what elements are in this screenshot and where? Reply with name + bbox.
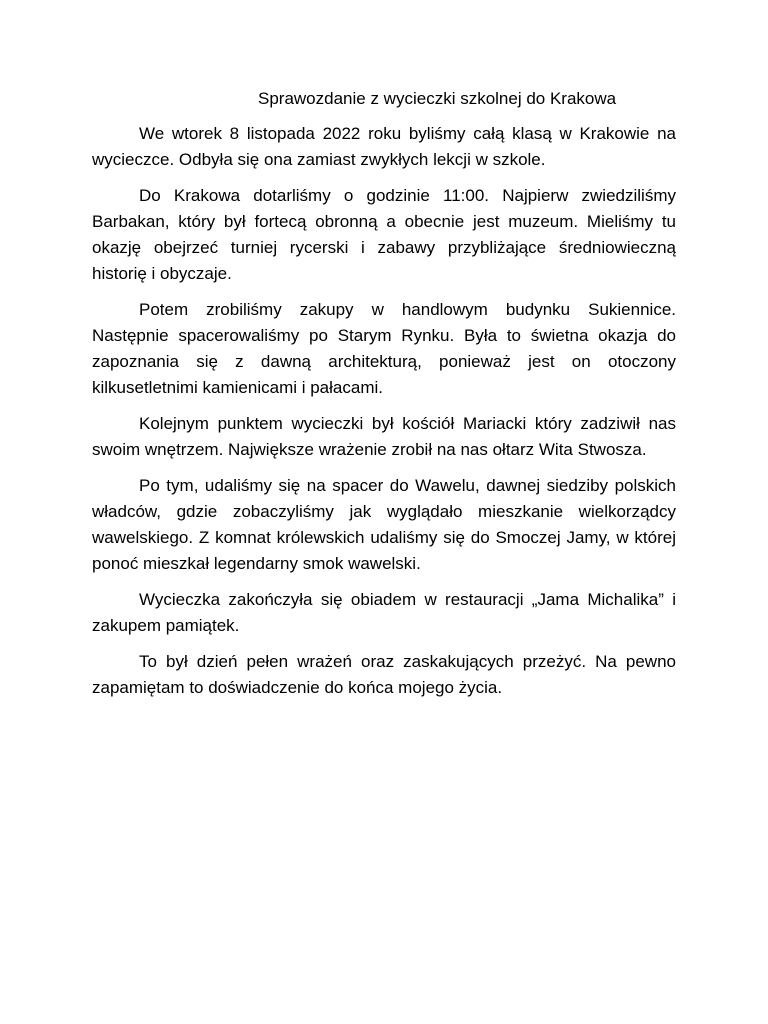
document-title: Sprawozdanie z wycieczki szkolnej do Krakowa [258,89,617,108]
paragraph-1: We wtorek 8 listopada 2022 roku byliśmy całą klasą w Krakowie na wycieczce. Odbyła się ona zamiast zwykłych lekcji w szkole. [92,124,676,169]
paragraph-5: Po tym, udaliśmy się na spacer do Wawelu, dawnej siedziby polskich władców, gdzie zobaczyliśmy jak wyglądało mieszkanie wielkorządcy wawelskiego. Z komnat królewskich udaliśmy się do Smoczej Jamy, w której ponoć mieszkał legendarny smok wawelski. [92,476,676,573]
paragraph-4: Kolejnym punktem wycieczki był kościół Mariacki który zadziwił nas swoim wnętrzem. Największe wrażenie zrobił na nas ołtarz Wita Stwosza. [92,414,676,459]
document-page [92,86,676,711]
paragraph-3: Potem zrobiliśmy zakupy w handlowym budynku Sukiennice. Następnie spacerowaliśmy po Starym Rynku. Była to świetna okazja do zapoznania się z dawną architekturą, ponieważ jest on otoczony kilkusetletnimi kamienicami i pałacami. [92,300,676,397]
paragraph-2: Do Krakowa dotarliśmy o godzinie 11:00. Najpierw zwiedziliśmy Barbakan, który był fortecą obronną a obecnie jest muzeum. Mieliśmy tu okazję obejrzeć turniej rycerski i zabawy przybliżające średniowieczną historię i obyczaje. [92,186,676,283]
paragraph-7: To był dzień pełen wrażeń oraz zaskakujących przeżyć. Na pewno zapamiętam to doświadczenie do końca mojego życia. [92,652,676,697]
paragraph-6: Wycieczka zakończyła się obiadem w restauracji „Jama Michalika” i zakupem pamiątek. [92,590,676,635]
